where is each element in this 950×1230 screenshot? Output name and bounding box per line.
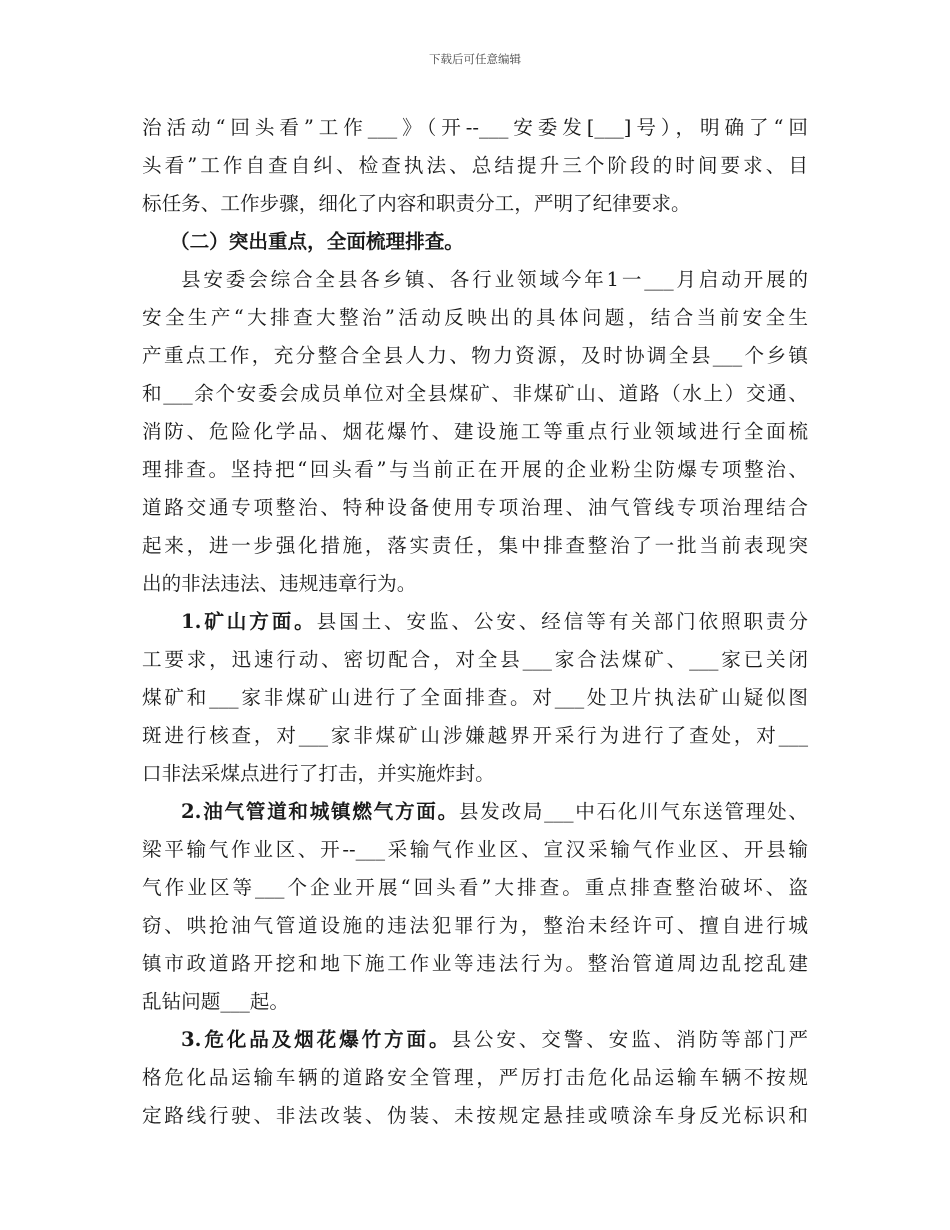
subheading-pipeline: 2.油气管道和城镇燃气方面。: [181, 800, 459, 823]
paragraph-line: 窃、哄抢油气管道设施的违法犯罪行为，整治未经许可、擅自进行城: [142, 914, 808, 937]
paragraph-line: 安全生产“大排查大整治”活动反映出的具体问题，结合当前安全生: [142, 306, 808, 329]
paragraph-line: 治活动“回头看”工作___》（开--___安委发[___]号），明确了“回: [142, 116, 808, 139]
paragraph-line: 起来，进一步强化措施，落实责任，集中排查整治了一批当前表现突: [142, 534, 808, 557]
paragraph-line: 镇市政道路开挖和地下施工作业等违法行为。整治管道周边乱挖乱建: [142, 952, 808, 975]
paragraph-line: 和___余个安委会成员单位对全县煤矿、非煤矿山、道路（水上）交通、: [142, 382, 808, 405]
paragraph-line: 3.危化品及烟花爆竹方面。县公安、交警、安监、消防等部门严: [181, 1028, 808, 1051]
paragraph-line: 消防、危险化学品、烟花爆竹、建设施工等重点行业领域进行全面梳: [142, 420, 808, 443]
subheading-mining: 1.矿山方面。: [181, 610, 317, 633]
paragraph-line: 煤矿和___家非煤矿山进行了全面排查。对___处卫片执法矿山疑似图: [142, 686, 808, 709]
paragraph-line: 道路交通专项整治、特种设备使用专项治理、油气管线专项治理结合: [142, 496, 808, 519]
paragraph-line: 头看”工作自查自纠、检查执法、总结提升三个阶段的时间要求、目: [142, 154, 808, 177]
paragraph-line: 格危化品运输车辆的道路安全管理，严厉打击危化品运输车辆不按规: [142, 1066, 808, 1089]
paragraph-line: 梁平输气作业区、开--___采输气作业区、宣汉采输气作业区、开县输: [142, 838, 808, 861]
paragraph-line: 产重点工作，充分整合全县人力、物力资源，及时协调全县___个乡镇: [142, 344, 808, 367]
paragraph-line: 口非法采煤点进行了打击，并实施炸封。: [142, 762, 495, 785]
paragraph-line: 气作业区等___个企业开展“回头看”大排查。重点排查整治破坏、盗: [142, 876, 808, 899]
paragraph-line: 理排查。坚持把“回头看”与当前正在开展的企业粉尘防爆专项整治、: [142, 458, 808, 481]
section-heading: （二）突出重点，全面梳理排查。: [170, 230, 464, 253]
paragraph-line: 工要求，迅速行动、密切配合，对全县___家合法煤矿、___家已关闭: [142, 648, 808, 671]
paragraph-line: 斑进行核查，对___家非煤矿山涉嫌越界开采行为进行了查处，对___: [142, 724, 808, 747]
paragraph-line: 乱钻问题___起。: [142, 990, 289, 1013]
paragraph-line: 1.矿山方面。县国土、安监、公安、经信等有关部门依照职责分: [181, 610, 808, 633]
subheading-hazmat: 3.危化品及烟花爆竹方面。: [181, 1028, 452, 1051]
page-header: 下载后可任意编辑: [429, 52, 521, 66]
paragraph-line: 标任务、工作步骤，细化了内容和职责分工，严明了纪律要求。: [142, 192, 691, 215]
paragraph-line: 2.油气管道和城镇燃气方面。县发改局___中石化川气东送管理处、: [181, 800, 808, 823]
paragraph-line: 定路线行驶、非法改装、伪装、未按规定悬挂或喷涂车身反光标识和: [142, 1104, 808, 1127]
paragraph-line: 出的非法违法、违规违章行为。: [142, 572, 417, 595]
paragraph-line: 县安委会综合全县各乡镇、各行业领域今年1一___月启动开展的: [181, 268, 808, 291]
